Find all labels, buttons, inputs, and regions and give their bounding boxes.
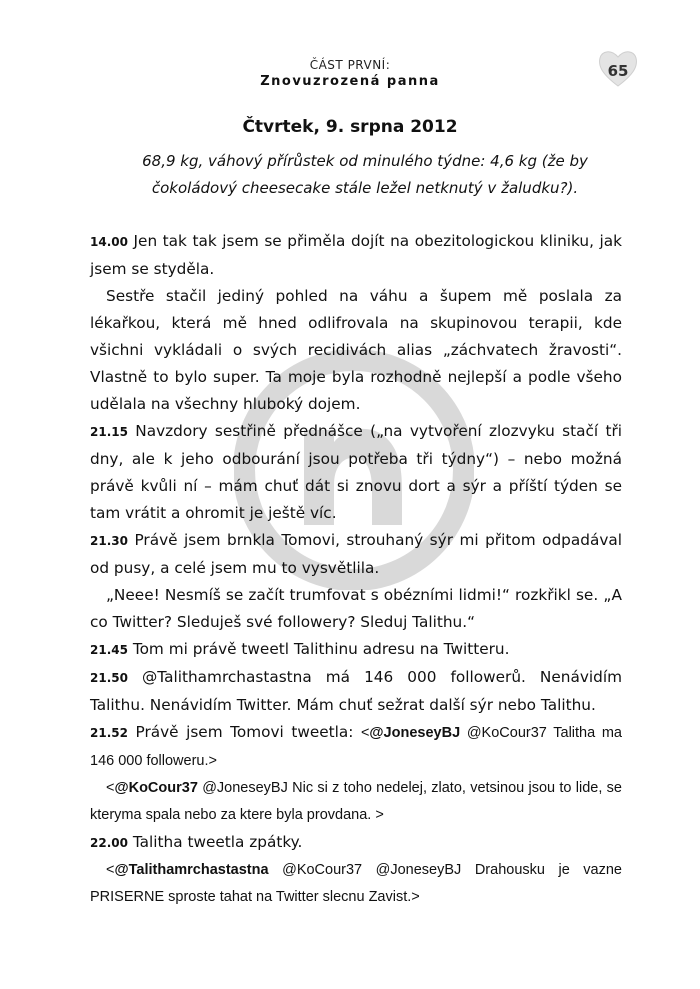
- diary-entry-subtitle: 68,9 kg, váhový přírůstek od minulého týdne: 4,6 kg (že by čokoládový cheesecake stále ležel netknutý v žaludku?).: [142, 152, 588, 197]
- paragraph-text: @Talithamrchastastna má 146 000 followerů. Nenávidím Talithu. Nenávidím Twitter. Mám chuť sežrat další sýr nebo Talithu.: [90, 668, 622, 714]
- diary-entry-title: Čtvrtek, 9. srpna 2012: [242, 117, 458, 137]
- paragraph-text: Tom mi právě tweetl Talithinu adresu na Twitteru.: [127, 640, 510, 658]
- tweet-text: @JoneseyBJ Nic si z toho nedelej, zlato, vetsinou jsou to lide, se kteryma spala nebo za ktere byla provdana. >: [90, 780, 622, 823]
- paragraph: „Neee! Nesmíš se začít trumfovat s obézními lidmi!“ rozkřikl se. „A co Twitter? Sleduješ své followery? Sleduj Talithu.“: [90, 586, 622, 631]
- paragraph: [90, 636, 622, 664]
- time-stamp: 14.00: [90, 235, 128, 249]
- paragraph-text: Jen tak tak jsem se přiměla dojít na obezitologickou kliniku, jak jsem se styděla.: [90, 232, 622, 278]
- paragraph: Sestře stačil jediný pohled na váhu a šupem mě poslala za lékařkou, která mě hned odlifrovala na skupinovou terapii, kde všichni vykládali o svých recidivách alias „záchvatech žravosti“. Vlastně to bylo super. Ta moje byla rozhodně nejlepší a podle všeho udělala na všechny hluboký dojem.: [90, 287, 622, 413]
- part-subtitle: Znovuzrozená panna: [260, 74, 440, 89]
- tweet-open: <: [106, 862, 115, 878]
- part-label: ČÁST PRVNÍ:: [309, 58, 391, 72]
- tweet-text: @KoCour37 @JoneseyBJ Drahousku je vazne PRISERNE sproste tahat na Twitter slecnu Zavist.>: [90, 862, 622, 905]
- paragraph: [90, 228, 622, 283]
- paragraph: [90, 829, 622, 857]
- tweet-handle: @KoCour37: [114, 780, 198, 796]
- time-stamp: 21.50: [90, 671, 128, 685]
- tweet: [90, 857, 622, 911]
- time-stamp: 21.45: [90, 643, 128, 657]
- tweet-open: <: [106, 780, 115, 796]
- paragraph-text: Právě jsem brnkla Tomovi, strouhaný sýr mi přitom odpadával od pusy, a celé jsem mu to vysvětlila.: [90, 531, 622, 577]
- tweet: [90, 775, 622, 829]
- time-stamp: 21.15: [90, 425, 128, 439]
- tweet-handle: @Talithamrchastastna: [114, 862, 269, 878]
- paragraph-text: Právě jsem Tomovi tweetla:: [127, 723, 361, 741]
- tweet-block: [90, 775, 622, 829]
- tweet-block: [90, 857, 622, 911]
- time-stamp: 21.30: [90, 534, 128, 548]
- page-body: [90, 228, 622, 911]
- page-number: 65: [607, 62, 629, 80]
- paragraph: [90, 719, 622, 775]
- paragraph: [90, 527, 622, 582]
- tweet-handle: @JoneseyBJ: [369, 725, 461, 741]
- time-stamp: 22.00: [90, 836, 128, 850]
- paragraph-text: Talitha tweetla zpátky.: [127, 833, 303, 851]
- paragraph: [90, 664, 622, 719]
- tweet-open: <: [360, 725, 370, 741]
- page-number-badge: [596, 46, 640, 90]
- paragraph: [90, 418, 622, 527]
- running-header: [0, 58, 700, 89]
- time-stamp: 21.52: [90, 726, 128, 740]
- paragraph-text: Navzdory sestřině přednášce („na vytvoření zlozvyku stačí tři dny, ale k jeho odbourání jsou potřeba tři týdny“) – nebo možná právě kvůli ní – mám chuť dát si znovu dort a sýr a příští týden se tam vrátit a ohromit je ještě víc.: [90, 422, 622, 522]
- tweet-text: @KoCour37 Talitha ma 146 000 followeru.>: [90, 725, 622, 769]
